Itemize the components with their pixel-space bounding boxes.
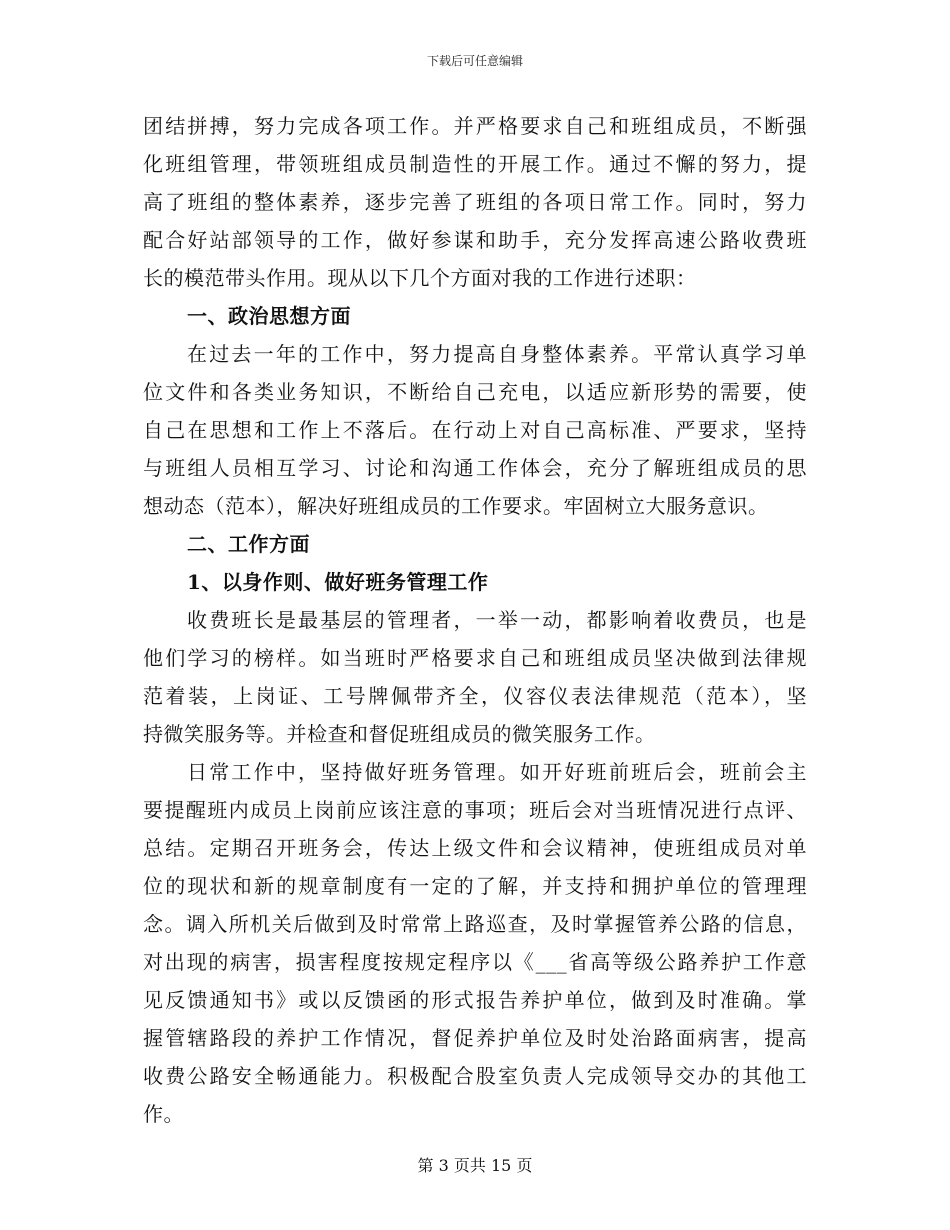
body-line: 化班组管理，带领班组成员制造性的开展工作。通过不懈的努力，提: [143, 152, 807, 176]
section-heading-political: 一、政治思想方面: [187, 304, 351, 328]
body-line: 与班组人员相互学习、讨论和沟通工作体会，充分了解班组成员的思: [143, 456, 807, 480]
body-line: 作。: [143, 1102, 184, 1126]
body-line: 长的模范带头作用。现从以下几个方面对我的工作进行述职：: [143, 266, 697, 290]
body-line: 他们学习的榜样。如当班时严格要求自己和班组成员坚决做到法律规: [143, 646, 807, 670]
body-line: 见反馈通知书》或以反馈函的形式报告养护单位，做到及时准确。掌: [143, 988, 807, 1012]
subsection-heading-management: 1、以身作则、做好班务管理工作: [187, 570, 489, 594]
body-line: 持微笑服务等。并检查和督促班组成员的微笑服务工作。: [143, 722, 656, 746]
page-footer-number: 第 3 页共 15 页: [417, 1156, 533, 1175]
body-line: 日常工作中，坚持做好班务管理。如开好班前班后会，班前会主: [187, 760, 807, 784]
body-line: 收费公路安全畅通能力。积极配合股室负责人完成领导交办的其他工: [143, 1064, 807, 1088]
body-line: 念。调入所机关后做到及时常常上路巡查，及时掌握管养公路的信息，: [143, 912, 807, 936]
body-line: 总结。定期召开班务会，传达上级文件和会议精神，使班组成员对单: [143, 836, 807, 860]
body-line: 位文件和各类业务知识，不断给自己充电，以适应新形势的需要，使: [143, 380, 807, 404]
body-line: 在过去一年的工作中，努力提高自身整体素养。平常认真学习单: [187, 342, 807, 366]
body-line: 要提醒班内成员上岗前应该注意的事项；班后会对当班情况进行点评、: [143, 798, 807, 822]
body-line: 对出现的病害，损害程度按规定程序以《___省高等级公路养护工作意: [143, 950, 807, 974]
body-line: 想动态（范本），解决好班组成员的工作要求。牢固树立大服务意识。: [143, 494, 769, 518]
body-line: 握管辖路段的养护工作情况，督促养护单位及时处治路面病害，提高: [143, 1026, 807, 1050]
body-line: 高了班组的整体素养，逐步完善了班组的各项日常工作。同时，努力: [143, 190, 807, 214]
section-heading-work: 二、工作方面: [187, 532, 310, 556]
document-body: [143, 107, 807, 1133]
body-line: 收费班长是最基层的管理者，一举一动，都影响着收费员，也是: [187, 608, 807, 632]
body-line: 团结拼搏，努力完成各项工作。并严格要求自己和班组成员，不断强: [143, 114, 807, 138]
body-line: 范着装，上岗证、工号牌佩带齐全，仪容仪表法律规范（范本），坚: [143, 684, 807, 708]
body-line: 位的现状和新的规章制度有一定的了解，并支持和拥护单位的管理理: [143, 874, 807, 898]
page-header-note: 下载后可任意编辑: [426, 54, 523, 68]
body-line: 自己在思想和工作上不落后。在行动上对自己高标准、严要求，坚持: [143, 418, 807, 442]
body-line: 配合好站部领导的工作，做好参谋和助手，充分发挥高速公路收费班: [143, 228, 807, 252]
